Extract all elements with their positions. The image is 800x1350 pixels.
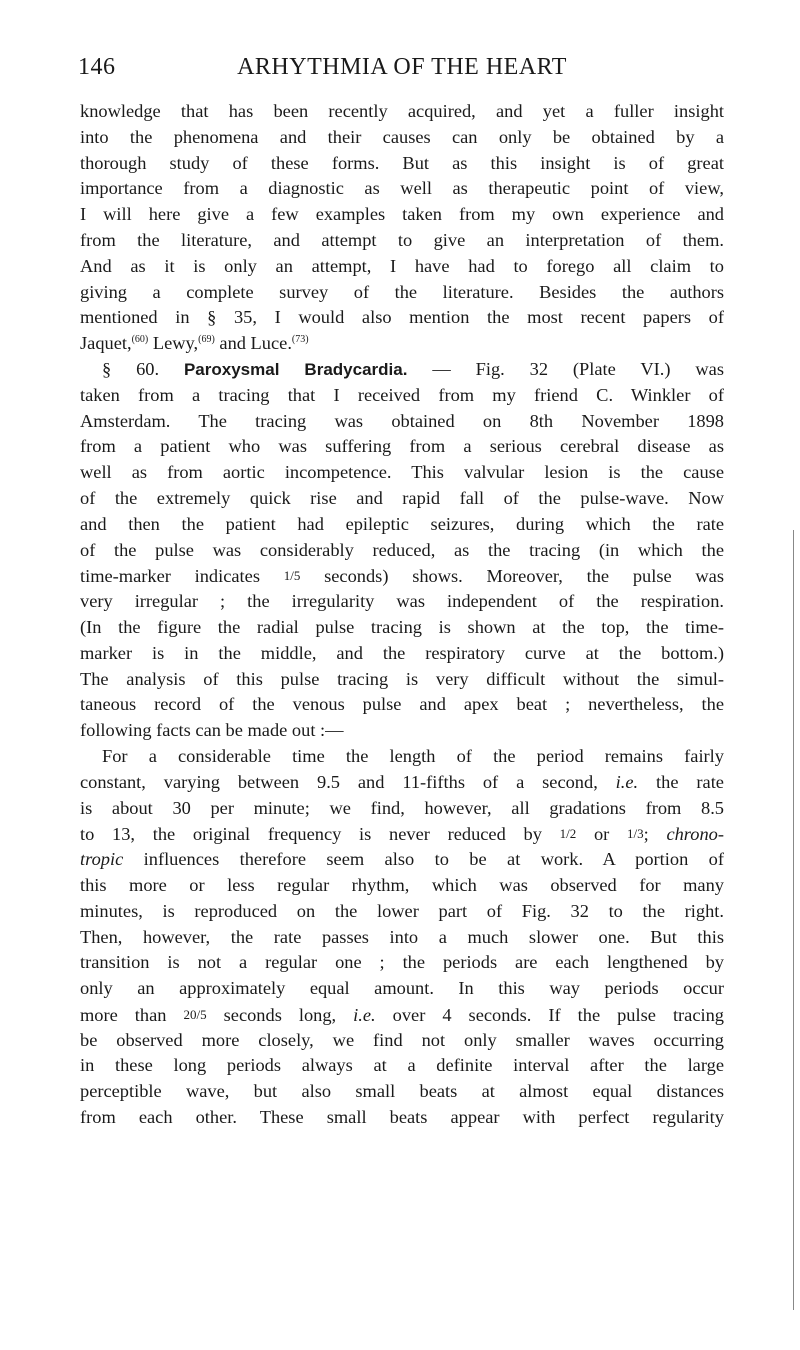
text-line: transition is not a regular one ; the periods are each lengthened by: [80, 952, 724, 973]
text-line: The analysis of this pulse tracing is very difficult without the simul-: [80, 668, 724, 689]
author-jaquet: Jaquet,: [80, 333, 132, 354]
text-line: [80, 770, 724, 796]
text-line: this more or less regular rhythm, which was observed for many: [80, 874, 724, 895]
italic-term: chrono-: [666, 824, 724, 845]
citation-ref: (69): [198, 334, 215, 346]
text-span: over 4 seconds. If the pulse tracing: [375, 1004, 724, 1025]
body-text: [80, 99, 724, 1131]
section-text: — Fig. 32 (Plate VI.) was: [407, 358, 724, 379]
author-luce: and Luce.: [214, 333, 292, 354]
text-line: in these long periods always at a definite interval after the large: [80, 1055, 724, 1076]
text-line: marker is in the middle, and the respiratory curve at the bottom.): [80, 642, 724, 663]
text-line: [80, 1002, 724, 1028]
fraction: 1/2: [559, 826, 577, 842]
text-line: very irregular ; the irregularity was independent of the respiration.: [80, 591, 724, 612]
italic-ie: i.e.: [597, 771, 639, 792]
section-number: § 60.: [102, 358, 184, 379]
text-line: taneous record of the venous pulse and apex beat ; nevertheless, the: [80, 694, 724, 715]
text-line: [80, 847, 724, 873]
page-number: 146: [78, 54, 116, 80]
section-heading: Paroxysmal Bradycardia.: [183, 359, 408, 379]
text-span: influences therefore seem also to be at work. A portion of: [123, 849, 724, 870]
page-header: [78, 46, 726, 86]
text-line: giving a complete survey of the literature. Besides the authors: [80, 281, 724, 302]
text-span: to 13, the original frequency is never reduced by: [80, 824, 560, 845]
text-line: of the pulse was considerably reduced, as the tracing (in which the: [80, 539, 724, 560]
text-line: taken from a tracing that I received from my friend C. Winkler of: [80, 384, 724, 405]
text-line: into the phenomena and their causes can only be obtained by a: [80, 126, 724, 147]
text-line: of the extremely quick rise and rapid fall of the pulse-wave. Now: [80, 487, 724, 508]
page-edge-shadow: [793, 530, 794, 1310]
text-line: from the literature, and attempt to give an interpretation of them.: [80, 229, 724, 250]
text-span: or: [576, 824, 627, 845]
references-line: [80, 331, 724, 357]
text-line: following facts can be made out :—: [80, 720, 344, 741]
text-line: And as it is only an attempt, I have had to forego all claim to: [80, 255, 724, 276]
author-lewy: Lewy,: [148, 333, 199, 354]
section-heading-line: [80, 357, 724, 383]
text-line: knowledge that has been recently acquired, and yet a fuller insight: [80, 101, 724, 121]
text-line: (In the figure the radial pulse tracing is shown at the top, the time-: [80, 616, 724, 637]
text-line: thorough study of these forms. But as this insight is of great: [80, 152, 724, 173]
fraction: 1/3: [626, 826, 644, 842]
text-span: seconds) shows. Moreover, the pulse was: [300, 566, 724, 587]
text-line: from each other. These small beats appear with perfect regularity: [80, 1107, 724, 1128]
fraction: 20/5: [183, 1006, 207, 1022]
text-line: [80, 821, 724, 847]
text-line: minutes, is reproduced on the lower part of Fig. 32 to the right.: [80, 900, 724, 921]
text-line: importance from a diagnostic as well as therapeutic point of view,: [80, 178, 724, 199]
text-line: [80, 563, 724, 589]
text-line: is about 30 per minute; we find, however, all gradations from 8.5: [80, 797, 724, 818]
text-line: perceptible wave, but also small beats at almost equal distances: [80, 1081, 724, 1102]
text-span: more than: [80, 1004, 184, 1025]
text-line: For a considerable time the length of the period remains fairly: [102, 745, 724, 766]
text-span: constant, varying between 9.5 and 11-fifths of a second,: [80, 771, 598, 792]
italic-term: tropic: [80, 849, 124, 870]
text-line: and then the patient had epileptic seizures, during which the rate: [80, 513, 724, 534]
text-span: the rate: [638, 771, 724, 792]
citation-ref: (73): [291, 334, 309, 346]
italic-ie: i.e.: [353, 1004, 376, 1025]
citation-ref: (60): [131, 334, 149, 346]
text-span: ;: [643, 824, 667, 845]
text-line: well as from aortic incompetence. This valvular lesion is the cause: [80, 462, 724, 483]
text-line: from a patient who was suffering from a serious cerebral disease as: [80, 436, 724, 457]
text-line: I will here give a few examples taken from my own experience and: [80, 204, 724, 225]
text-span: time-marker indicates: [80, 566, 284, 587]
text-line: Amsterdam. The tracing was obtained on 8th November 1898: [80, 410, 724, 431]
fraction: 1/5: [283, 568, 301, 584]
text-span: seconds long,: [206, 1004, 354, 1025]
text-line: mentioned in § 35, I would also mention the most recent papers of: [80, 307, 724, 328]
text-line: be observed more closely, we find not only smaller waves occurring: [80, 1029, 724, 1050]
text-line: Then, however, the rate passes into a much slower one. But this: [80, 926, 724, 947]
text-line: only an approximately equal amount. In this way periods occur: [80, 978, 724, 999]
running-title: ARHYTHMIA OF THE HEART: [237, 54, 567, 80]
